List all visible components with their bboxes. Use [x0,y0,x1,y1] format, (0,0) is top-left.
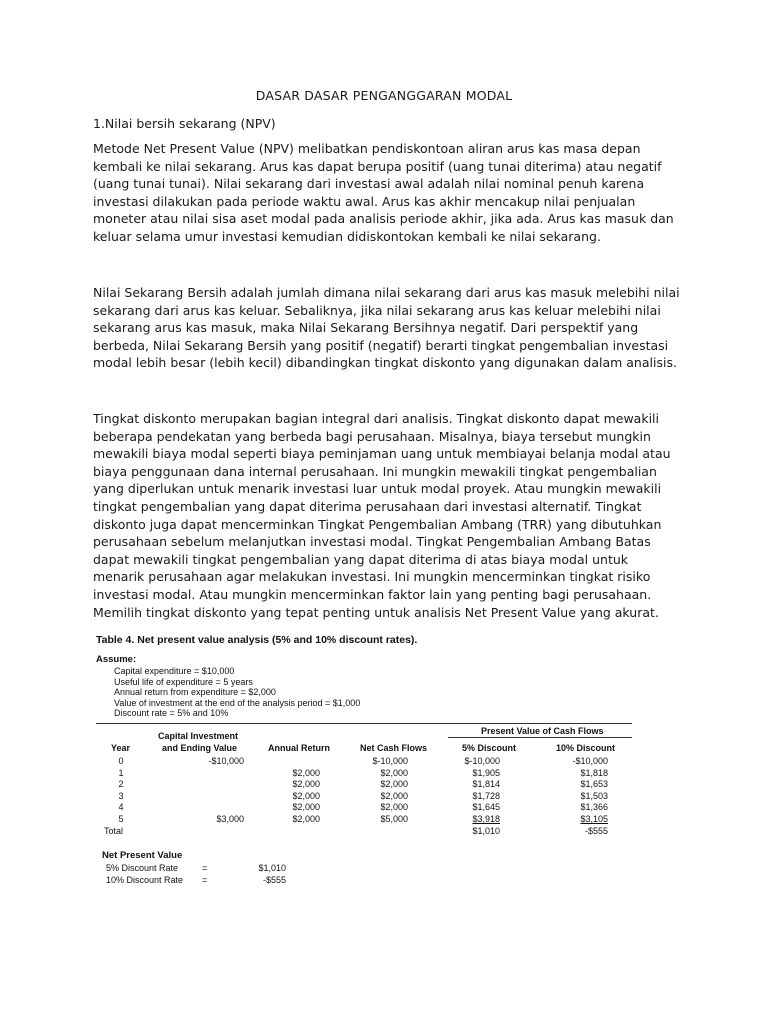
assumption-item: Capital expenditure = $10,000 [114,666,235,676]
table-cell-annual: $2,000 [292,814,320,824]
npv-table-figure [96,634,636,894]
paragraph-2: Nilai Sekarang Bersih adalah jumlah dimana nilai sekarang dari arus kas masuk melebihi nilai sekarang dari arus kas keluar. Sebaliknya, jika nilai sekarang arus kas keluar melebihi nilai sekarang arus kas masuk, maka Nilai Sekarang Bersihnya negatif. Dari perspektif yang berbeda, Nilai Sekarang Bersih yang positif (negatif) berarti tingkat pengembalian investasi modal lebih besar (lebih kecil) dibandingkan tingkat diskonto yang digunakan dalam analisis. [93,285,680,371]
npv-value: $1,010 [258,863,286,873]
header-net-cash-flows: Net Cash Flows [360,743,428,753]
header-annual-return: Annual Return [268,743,330,753]
pv-group-rule [448,737,632,738]
table-cell-net: $2,000 [380,767,408,778]
pv-group-header: Present Value of Cash Flows [481,726,604,736]
table-cell-year: 3 [118,790,124,801]
header-year: Year [111,743,131,753]
table-cell-pv5: $1,010 [472,825,500,836]
table-cell-year: 4 [118,802,124,813]
table-cell-annual: $2,000 [292,802,320,813]
assumption-item: Value of investment at the end of the analysis period = $1,000 [114,697,361,708]
table-cell-year: Total [104,825,124,836]
npv-rate-label: 5% Discount Rate [106,863,179,873]
header-10pct: 10% Discount [556,743,616,753]
table-cell-year: 0 [118,756,124,766]
npv-equals: = [202,863,208,873]
table-cell-pv5: $1,905 [472,767,500,778]
table-cell-pv5: $1,814 [472,779,500,790]
assumption-item: Discount rate = 5% and 10% [114,708,229,719]
table-cell-net: $2,000 [380,790,408,801]
table-cell-pv10: -$555 [584,825,608,836]
assume-label: Assume: [96,654,137,665]
table-cell-net: $5,000 [380,814,408,824]
table-cell-capital: -$10,000 [208,756,244,766]
table-cell-pv10: $1,818 [580,767,608,778]
paragraph-3: Tingkat diskonto merupakan bagian integral dari analisis. Tingkat diskonto dapat mewakili beberapa pendekatan yang berbeda bagi perusahaan. Misalnya, biaya tersebut mungkin mewakili biaya modal seperti biaya peminjaman uang untuk membiayai belanja modal atau biaya penggunaan dana internal perusahaan. Ini mungkin mewakili tingkat pengembalian yang diperlukan untuk menarik investasi luar untuk modal proyek. Atau mungkin mewakili tingkat pengembalian yang dapat diterima perusahaan dari investasi alternatif. Tingkat diskonto juga dapat mencerminkan Tingkat Pengembalian Ambang (TRR) yang dibutuhkan perusahaan sebelum melanjutkan investasi modal. Tingkat Pengembalian Ambang Batas dapat mewakili tingkat pengembalian yang dapat diterima di atas biaya modal untuk menarik perusahaan agar melakukan investasi. Ini mungkin mencerminkan tingkat risiko investasi modal. Atau mungkin mencerminkan faktor lain yang penting bagi perusahaan. Memilih tingkat diskonto yang tepat penting untuk analisis Net Present Value yang akurat. [93,411,671,620]
npv-label: Net Present Value [102,850,183,861]
assumption-item: Annual return from expenditure = $2,000 [114,687,276,698]
table-cell-pv10: -$10,000 [572,756,608,766]
table-cell-pv10: $1,366 [580,802,608,813]
table-cell-pv5: $3,918 [472,814,500,824]
npv-equals: = [202,874,208,885]
header-capital-line1: Capital Investment [158,731,239,741]
table-cell-annual: $2,000 [292,790,320,801]
npv-value: -$555 [262,874,286,885]
table-cell-year: 1 [118,767,124,778]
table-cell-pv10: $3,105 [580,814,608,824]
table-cell-net: $2,000 [380,802,408,813]
table-cell-net: $2,000 [380,779,408,790]
table-cell-year: 2 [118,779,124,790]
section-heading: 1.Nilai bersih sekarang (NPV) [93,116,276,131]
table-cell-annual: $2,000 [292,779,320,790]
document-title: DASAR DASAR PENGANGGARAN MODAL [255,88,513,103]
table-cell-net: $-10,000 [372,756,408,766]
table-cell-pv5: $-10,000 [464,756,500,766]
table-cell-annual: $2,000 [292,767,320,778]
table-cell-pv5: $1,645 [472,802,500,813]
table-top-rule [96,723,632,724]
table-cell-pv10: $1,653 [580,779,608,790]
header-capital-line2: and Ending Value [162,743,238,753]
table-cell-pv10: $1,503 [580,790,608,801]
table-cell-capital: $3,000 [216,814,244,824]
assumption-list [114,666,360,719]
table-cell-pv5: $1,728 [472,790,500,801]
table-title: Table 4. Net present value analysis (5% and 10% discount rates). [96,634,418,646]
header-5pct: 5% Discount [462,743,517,753]
table-cell-year: 5 [118,814,124,824]
npv-rate-label: 10% Discount Rate [106,874,184,885]
assumption-item: Useful life of expenditure = 5 years [114,676,253,687]
paragraph-1: Metode Net Present Value (NPV) melibatkan pendiskontoan aliran arus kas masa depan kembali ke nilai sekarang. Arus kas dapat berupa positif (uang tunai diterima) atau negatif (uang tunai tunai). Nilai sekarang dari investasi awal adalah nilai nominal penuh karena investasi dilakukan pada periode waktu awal. Arus kas akhir mencakup nilai penjualan moneter atau nilai sisa aset modal pada analisis periode akhir, jika ada. Arus kas masuk dan keluar selama umur investasi kemudian didiskontokan kembali ke nilai sekarang. [93,141,674,244]
